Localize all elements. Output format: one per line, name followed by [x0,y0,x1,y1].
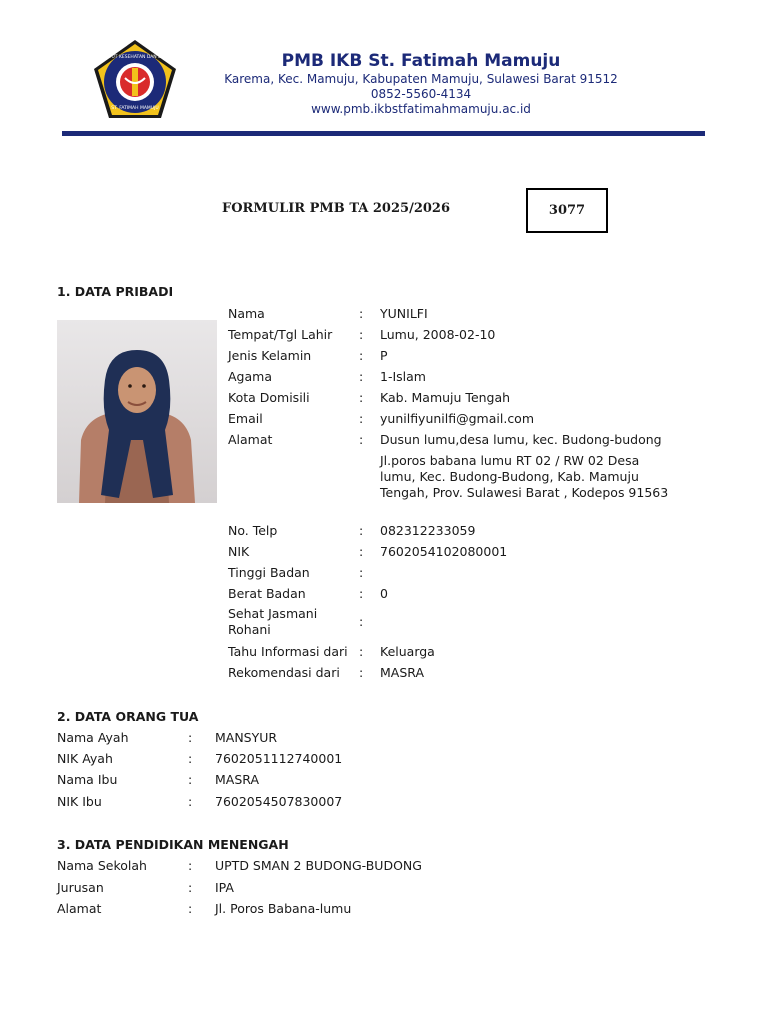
field-label: Nama [228,306,265,321]
field-label: Tinggi Badan [228,565,310,580]
svg-text:INSTITUT KESEHATAN DAN BISNIS: INSTITUT KESEHATAN DAN BISNIS [97,55,173,60]
section-title-personal: 1. DATA PRIBADI [57,284,174,299]
field-value: yunilfiyunilfi@gmail.com [380,411,535,426]
field-label: Alamat [57,901,102,916]
field-value: Jl.poros babana lumu RT 02 / RW 02 Desa lumu, Kec. Budong-Budong, Kab. Mamuju Tengah, Prov. Sulawesi Barat , Kodepos 91563 [380,453,669,500]
field-value: MANSYUR [215,730,278,745]
field-row [57,880,757,896]
field-separator: : [359,369,364,384]
field-separator: : [359,432,364,447]
field-value: P [380,348,388,363]
svg-text:ST. FATIMAH MAMUJU: ST. FATIMAH MAMUJU [111,106,159,111]
field-separator: : [359,665,364,680]
field-value: UPTD SMAN 2 BUDONG-BUDONG [215,858,422,873]
field-separator: : [359,565,364,580]
field-value: IPA [215,880,234,895]
field-value: 1-Islam [380,369,426,384]
field-row [228,606,768,638]
field-value: 7602054102080001 [380,544,508,559]
field-row [57,901,757,917]
field-separator: : [359,390,364,405]
field-label: Berat Badan [228,586,306,601]
field-row [57,858,757,874]
field-row [228,523,768,539]
field-row [228,644,768,660]
field-row [228,306,768,322]
field-value: 082312233059 [380,523,476,538]
field-row [228,665,768,681]
field-separator: : [359,523,364,538]
field-separator: : [188,730,193,745]
field-separator: : [188,858,193,873]
field-value: MASRA [215,772,260,787]
field-separator: : [359,614,364,629]
field-row [57,730,757,746]
field-value: MASRA [380,665,425,680]
field-label: NIK [228,544,250,559]
field-row [57,794,757,810]
field-label: NIK Ibu [57,794,102,809]
field-row [228,453,768,517]
field-label: Email [228,411,263,426]
field-row [228,432,768,448]
field-separator: : [359,348,364,363]
header-divider [62,131,705,136]
header-address: Karema, Kec. Mamuju, Kabupaten Mamuju, Sulawesi Barat 91512 [224,72,618,86]
field-separator: : [188,772,193,787]
field-row [228,327,768,343]
field-label: Nama Ayah [57,730,129,745]
section-title-education: 3. DATA PENDIDIKAN MENENGAH [57,837,289,852]
field-value: Keluarga [380,644,435,659]
section-title-parents: 2. DATA ORANG TUA [57,709,199,724]
field-row [228,586,768,602]
header-text [186,50,656,117]
field-row [228,348,768,364]
field-row [228,411,768,427]
field-value: Lumu, 2008-02-10 [380,327,496,342]
field-label: Nama Ibu [57,772,118,787]
field-label: Sehat Jasmani Rohani [228,606,318,637]
field-row [228,565,768,581]
field-value: 7602051112740001 [215,751,343,766]
field-row [57,751,757,767]
field-separator: : [359,586,364,601]
field-row [57,772,757,788]
field-separator: : [359,644,364,659]
field-label: Nama Sekolah [57,858,147,873]
field-label: Tempat/Tgl Lahir [228,327,333,342]
field-separator: : [188,901,193,916]
form-number-box [526,188,608,233]
field-value: Jl. Poros Babana-lumu [215,901,352,916]
field-row [228,390,768,406]
field-separator: : [359,411,364,426]
field-separator: : [188,794,193,809]
field-label: No. Telp [228,523,278,538]
field-value: 0 [380,586,388,601]
form-number: 3077 [548,203,586,218]
field-label: Alamat [228,432,273,447]
field-value: 7602054507830007 [215,794,343,809]
field-label: Jurusan [57,880,104,895]
field-label: Kota Domisili [228,390,310,405]
header-website: www.pmb.ikbstfatimahmamuju.ac.id [311,102,531,116]
field-row [228,369,768,385]
field-label: Tahu Informasi dari [228,644,348,659]
header-title: PMB IKB St. Fatimah Mamuju [281,51,561,71]
field-separator: : [359,306,364,321]
field-value: Dusun lumu,desa lumu, kec. Budong-budong [380,432,662,447]
field-separator: : [359,544,364,559]
field-separator: : [188,880,193,895]
field-separator: : [359,327,364,342]
field-value: Kab. Mamuju Tengah [380,390,511,405]
field-label: NIK Ayah [57,751,113,766]
form-title: FORMULIR PMB TA 2025/2026 [222,201,451,216]
header-phone: 0852-5560-4134 [370,87,472,101]
field-label: Rekomendasi dari [228,665,340,680]
field-value: YUNILFI [380,306,428,321]
field-separator: : [188,751,193,766]
applicant-photo [57,320,217,503]
field-row [228,544,768,560]
institution-logo [92,38,178,120]
field-label: Jenis Kelamin [228,348,312,363]
field-label: Agama [228,369,272,384]
